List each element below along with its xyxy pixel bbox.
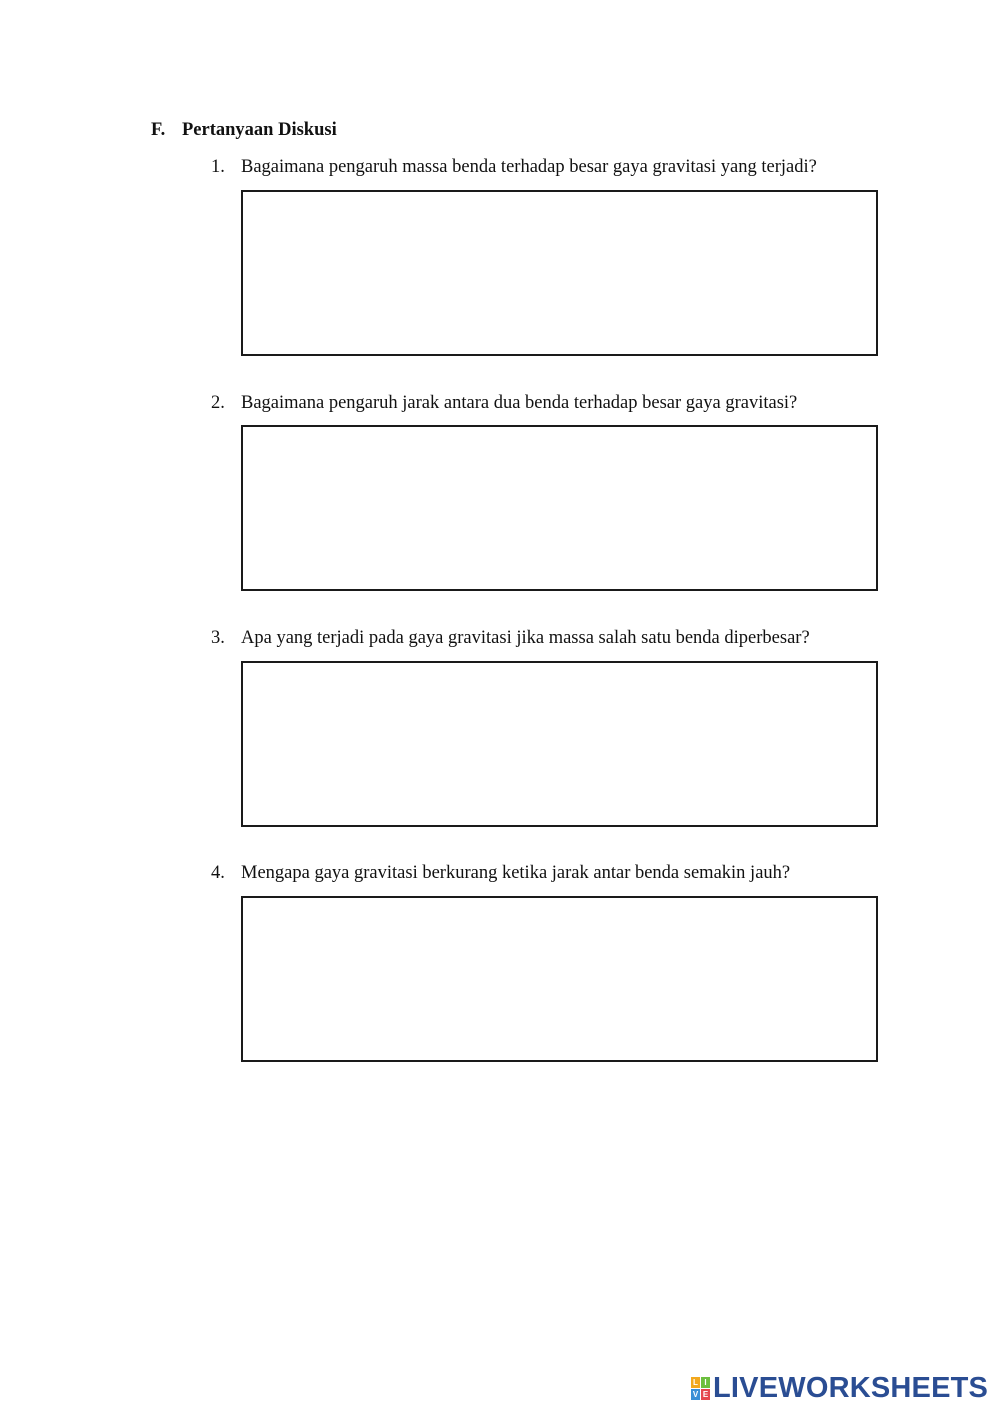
question-number: 1. [211, 157, 225, 177]
question-text: Bagaimana pengaruh massa benda terhadap besar gaya gravitasi yang terjadi? [241, 157, 817, 177]
answer-box-1[interactable] [241, 190, 878, 356]
section-letter: F. [151, 120, 166, 140]
section-heading [151, 120, 337, 141]
answer-input-4[interactable] [243, 898, 876, 1060]
question-number: 3. [211, 628, 225, 648]
question-text: Mengapa gaya gravitasi berkurang ketika jarak antar benda semakin jauh? [241, 863, 791, 883]
question-1 [211, 157, 817, 178]
question-2 [211, 393, 797, 414]
answer-input-1[interactable] [243, 192, 876, 354]
question-3 [211, 628, 810, 649]
logo-mark-icon [691, 1377, 710, 1400]
answer-input-2[interactable] [243, 427, 876, 589]
logo-mark-i: I [701, 1377, 710, 1388]
logo-mark-e: E [702, 1390, 709, 1399]
answer-input-3[interactable] [243, 663, 876, 825]
question-text: Apa yang terjadi pada gaya gravitasi jika massa salah satu benda diperbesar? [241, 628, 810, 648]
section-title: Pertanyaan Diskusi [182, 120, 337, 140]
answer-box-2[interactable] [241, 425, 878, 591]
question-number: 2. [211, 393, 225, 413]
liveworksheets-logo [691, 1372, 988, 1405]
question-number: 4. [211, 863, 225, 883]
logo-mark-v: V [692, 1390, 699, 1399]
logo-mark-l: L [691, 1377, 700, 1388]
question-text: Bagaimana pengaruh jarak antara dua benda terhadap besar gaya gravitasi? [241, 393, 798, 413]
logo-text: LIVEWORKSHEETS [713, 1372, 989, 1404]
question-4 [211, 863, 790, 884]
answer-box-3[interactable] [241, 661, 878, 827]
answer-box-4[interactable] [241, 896, 878, 1062]
